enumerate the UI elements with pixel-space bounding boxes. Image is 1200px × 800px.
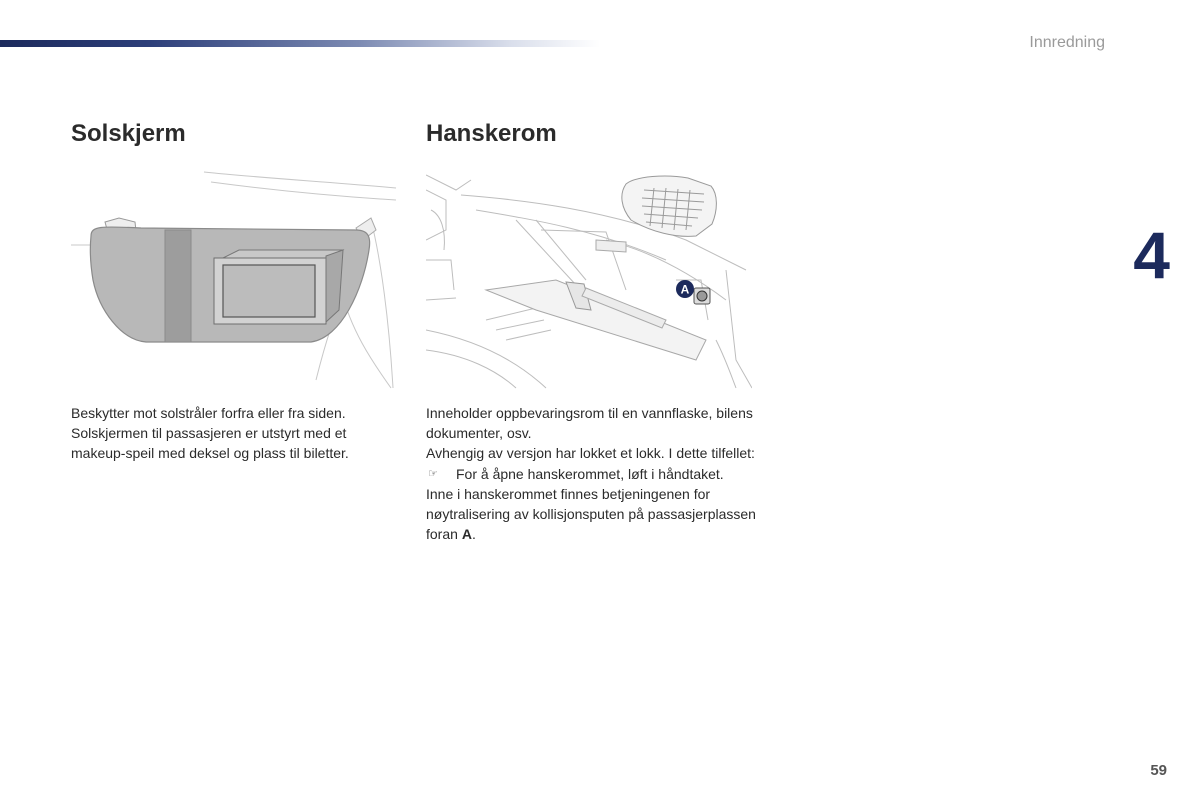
glove-box-paragraph-3-ref: A: [461, 526, 472, 543]
sun-visor-drawing: [71, 170, 401, 390]
glove-box-paragraph-3: [426, 484, 756, 545]
pointing-hand-icon: ☞: [428, 467, 438, 480]
glove-box-paragraph-1: Inneholder oppbevaringsrom til en vannflaske, bilens dokumenter, osv.: [426, 405, 753, 442]
glove-box-heading: Hanskerom: [426, 120, 557, 147]
sun-visor-illustration: [71, 170, 401, 395]
page-number: 59: [1150, 762, 1167, 779]
glove-box-drawing: [426, 170, 752, 390]
glove-box-paragraph-3-end: .: [471, 526, 476, 543]
glove-box-instruction-text: For å åpne hanskerommet, løft i håndtaket.: [456, 465, 724, 482]
glove-box-paragraph-2: Avhengig av versjon har lokket et lokk. I dette tilfellet:: [426, 445, 755, 462]
sun-visor-section: [71, 120, 401, 462]
sun-visor-heading: Solskjerm: [71, 120, 186, 147]
glove-box-illustration: [426, 170, 752, 395]
glove-box-instruction: [426, 464, 756, 484]
section-label: Innredning: [1029, 34, 1105, 51]
glove-box-section: [426, 120, 756, 543]
glove-box-paragraph-3-text: Inne i hanskerommet finnes betjeningenen for nøytralisering av kollisjonsputen på passasjerplassen foran: [426, 485, 756, 543]
airbag-switch-label: A: [680, 282, 690, 297]
chapter-number: 4: [1133, 218, 1170, 292]
sun-visor-paragraph: Beskytter mot solstråler forfra eller fra siden. Solskjermen til passasjeren er utstyrt med et makeup-speil med deksel og plass til biletter.: [71, 405, 349, 462]
sun-visor-description: [71, 403, 401, 464]
header-gradient-bar: [0, 40, 600, 47]
glove-box-description: [426, 403, 756, 544]
